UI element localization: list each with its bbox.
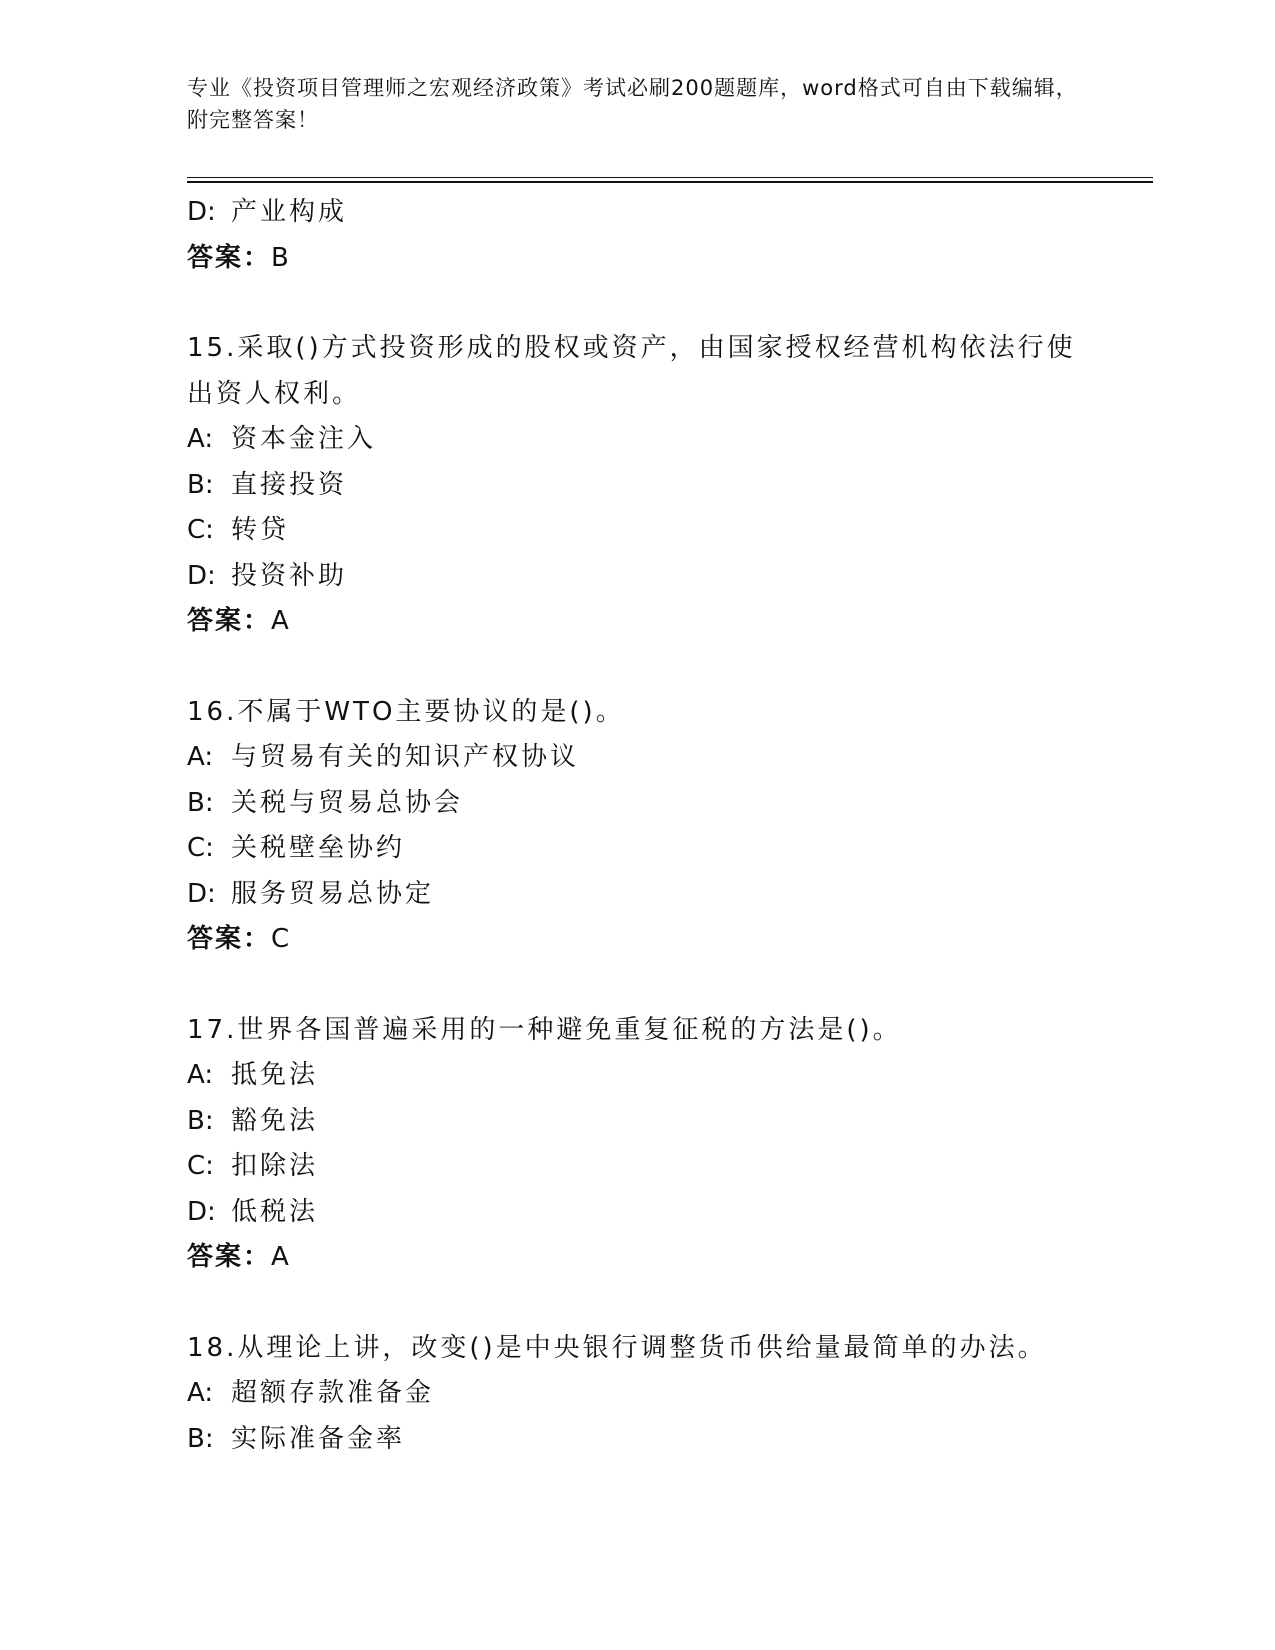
answer-value: A [271,1242,291,1272]
option-d [187,1190,1087,1236]
spacer [187,645,1087,690]
question-stem: 16.不属于WTO主要协议的是()。 [187,696,625,727]
answer-label: 答案： [187,242,272,273]
option-text: 扣除法 [231,1151,319,1181]
spacer [187,963,1087,1008]
option-letter: A: [187,742,214,772]
option-a [187,1371,1087,1417]
option-b [187,1099,1087,1145]
option-text: 直接投资 [231,469,348,500]
question-stem: 18.从理论上讲，改变()是中央银行调整货币供给量最简单的办法。 [187,1332,1047,1363]
option-letter: D: [187,878,216,909]
option-text: 投资补助 [231,560,348,591]
option-a [187,417,1087,463]
answer-value: C [271,924,292,954]
answer-value: B [271,242,291,273]
option-a [187,1053,1087,1099]
option-d [187,190,1087,236]
option-b [187,781,1087,827]
answer-label: 答案： [187,924,272,954]
option-a [187,735,1087,781]
option-letter: C: [187,515,214,545]
option-letter: A: [187,1378,214,1408]
document-header: 专业《投资项目管理师之宏观经济政策》考试必刷200题题库，word格式可自由下载编辑，附完整答案！ [187,76,1078,132]
spacer [187,1281,1087,1326]
option-c [187,1144,1087,1190]
answer-line [187,917,1087,963]
option-text: 抵免法 [231,1060,319,1090]
answer-value: A [271,606,291,636]
option-text: 关税壁垒协约 [231,833,406,863]
option-d [187,872,1087,918]
option-text: 服务贸易总协定 [231,878,435,909]
answer-line [187,1235,1087,1281]
answer-label: 答案： [187,606,272,636]
option-letter: A: [187,1060,214,1090]
option-text: 与贸易有关的知识产权协议 [231,742,580,772]
option-b [187,463,1087,509]
option-c [187,826,1087,872]
option-d [187,554,1087,600]
option-letter: B: [187,469,214,500]
spacer [187,281,1087,326]
option-letter: B: [187,1105,214,1136]
option-b [187,1417,1087,1463]
option-text: 豁免法 [231,1105,319,1136]
option-text: 资本金注入 [231,424,377,454]
option-text: 实际准备金率 [231,1423,406,1454]
option-text: 关税与贸易总协会 [231,787,464,818]
answer-line [187,236,1087,282]
option-letter: C: [187,833,214,863]
option-c [187,508,1087,554]
option-text: 超额存款准备金 [231,1378,435,1408]
header-divider-thick [187,181,1153,183]
question-stem: 15.采取()方式投资形成的股权或资产，由国家授权经营机构依法行使出资人权利。 [187,333,1076,409]
question-stem: 17.世界各国普遍采用的一种避免重复征税的方法是()。 [187,1014,902,1045]
option-text: 转贷 [231,515,290,545]
option-text: 低税法 [231,1196,319,1227]
option-letter: D: [187,560,216,591]
option-letter: B: [187,787,214,818]
option-letter: D: [187,1196,216,1227]
option-letter: B: [187,1423,214,1454]
option-letter: A: [187,424,214,454]
option-letter: D: [187,197,216,227]
header-divider-thin [187,177,1153,178]
option-text: 产业构成 [231,197,348,227]
answer-line [187,599,1087,645]
question-list [187,190,1087,1462]
answer-label: 答案： [187,1242,272,1272]
option-letter: C: [187,1151,214,1181]
